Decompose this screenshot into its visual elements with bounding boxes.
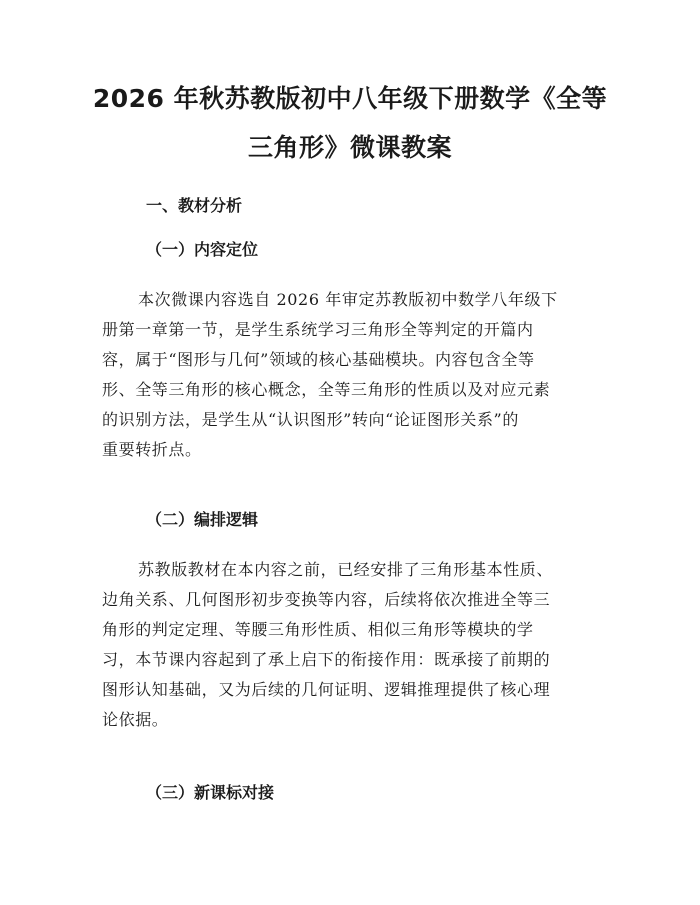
paragraph-line: 重要转折点。 — [102, 440, 202, 459]
paragraph-content-positioning — [102, 285, 600, 465]
subsection-heading-new-curriculum: （三）新课标对接 — [146, 783, 275, 802]
subsection-heading-arrangement-logic: （二）编排逻辑 — [146, 510, 259, 529]
paragraph-line: 册第一章第一节，是学生系统学习三角形全等判定的开篇内 — [102, 320, 534, 339]
document-title-line-2: 三角形》微课教案 — [247, 133, 452, 162]
paragraph-line: 边角关系、几何图形初步变换等内容，后续将依次推进全等三 — [102, 590, 551, 609]
document-title-line-1: 2026 年秋苏教版初中八年级下册数学《全等 — [92, 84, 608, 113]
paragraph-line: 习，本节课内容起到了承上启下的衔接作用：既承接了前期的 — [102, 650, 551, 669]
paragraph-line: 的识别方法，是学生从“认识图形”转向“论证图形关系”的 — [102, 410, 519, 429]
paragraph-line: 形、全等三角形的核心概念，全等三角形的性质以及对应元素 — [102, 380, 551, 399]
subsection-heading-content-positioning: （一）内容定位 — [146, 240, 259, 259]
section-heading-textbook-analysis: 一、教材分析 — [146, 196, 243, 215]
paragraph-line: 角形的判定定理、等腰三角形性质、相似三角形等模块的学 — [102, 620, 534, 639]
paragraph-line: 容，属于“图形与几何”领域的核心基础模块。内容包含全等 — [102, 350, 535, 369]
paragraph-line: 论依据。 — [102, 710, 169, 729]
paragraph-arrangement-logic — [102, 555, 600, 735]
paragraph-line: 本次微课内容选自 2026 年审定苏教版初中数学八年级下 — [138, 290, 558, 309]
paragraph-line: 苏教版教材在本内容之前，已经安排了三角形基本性质、 — [138, 560, 554, 579]
paragraph-line: 图形认知基础，又为后续的几何证明、逻辑推理提供了核心理 — [102, 680, 551, 699]
